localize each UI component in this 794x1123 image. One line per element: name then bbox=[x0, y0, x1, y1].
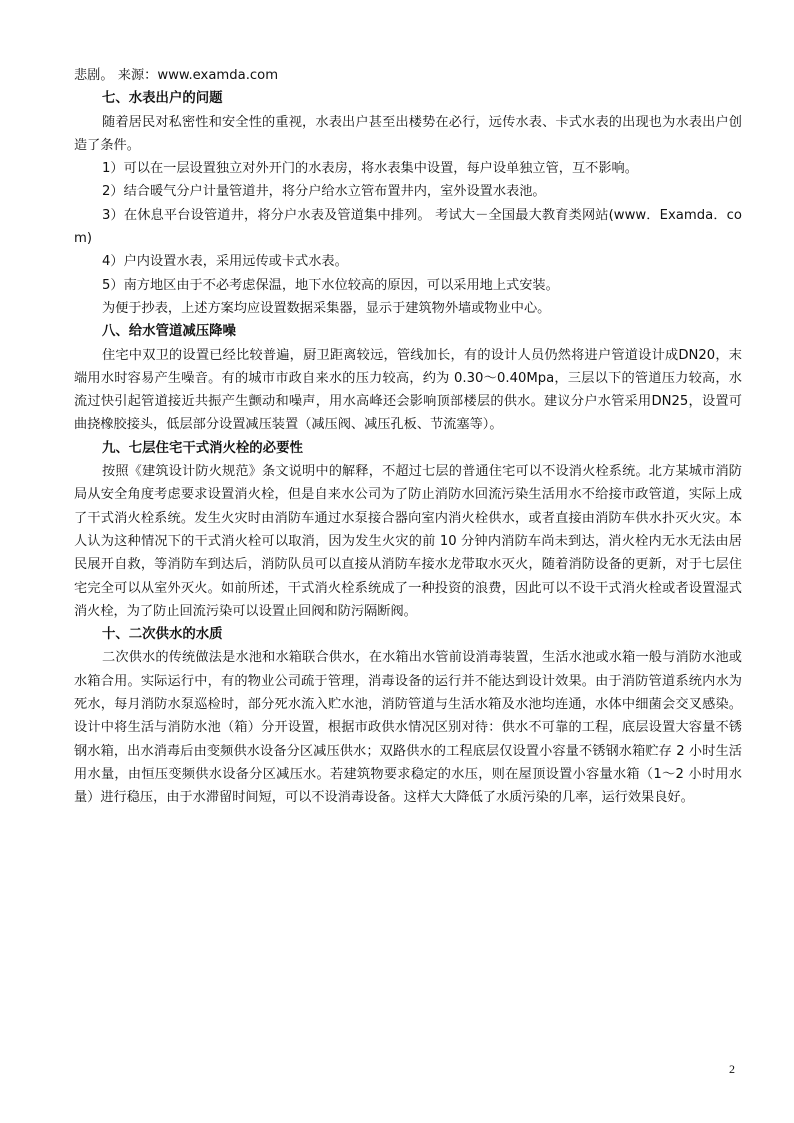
body-paragraph: 随着居民对私密性和安全性的重视，水表出户甚至出楼势在必行，远传水表、卡式水表的出现也为水表出户创造了条件。 bbox=[74, 114, 742, 153]
body-paragraph: 5）南方地区由于不必考虑保温，地下水位较高的原因，可以采用地上式安装。 bbox=[102, 277, 559, 293]
section-heading: 七、水表出户的问题 bbox=[102, 91, 223, 107]
section-heading: 十、二次供水的水质 bbox=[102, 627, 223, 643]
intro-line: 悲剧。 来源：www.examda.com bbox=[74, 68, 279, 83]
body-paragraph: 1）可以在一层设置独立对外开门的水表房，将水表集中设置，每户设单独立管，互不影响。 bbox=[102, 161, 638, 177]
body-paragraph: 二次供水的传统做法是水池和水箱联合供水，在水箱出水管前设消毒装置，生活水池或水箱一般与消防水池或水箱合用。实际运行中，有的物业公司疏于管理，消毒设备的运行并不能达到设计效果。由于消防管道系统内水为死水，每月消防水泵巡检时，部分死水流入贮水池，消防管道与生活水箱及水池均连通，水体中细菌会交叉感染。设计中将生活与消防水池（箱）分开设置，根据市政供水情况区别对待：供水不可靠的工程，底层设置大容量不锈钢水箱，出水消毒后由变频供水设备分区减压供水；双路供水的工程底层仅设置小容量不锈钢水箱贮存 2 小时生活用水量，由恒压变频供水设备分区减压水。若建筑物要求稳定的水压，则在屋顶设置小容量水箱（1～2 小时用水量）进行稳压，由于水滞留时间短，可以不设消毒设备。这样大大降低了水质污染的几率，运行效果良好。 bbox=[74, 650, 742, 806]
body-paragraph: 按照《建筑设计防火规范》条文说明中的解释，不超过七层的普通住宅可以不设消火栓系统。北方某城市消防局从安全角度考虑要求设置消火栓，但是自来水公司为了防止消防水回流污染生活用水不给接市政管道，实际上成了干式消火栓系统。发生火灾时由消防车通过水泵接合器向室内消火栓供水，或者直接由消防车供水扑灭火灾。本人认为这种情况下的干式消火栓可以取消，因为发生火灾的前 10 分钟内消防车尚未到达，消火栓内无水无法由居民展开自救，等消防车到达后，消防队员可以直接从消防车接水龙带取水灭火，随着消防设备的更新，对于七层住宅完全可以从室外灭火。如前所述，干式消火栓系统成了一种投资的浪费，因此可以不设干式消火栓或者设置湿式消火栓，为了防止回流污染可以设置止回阀和防污隔断阀。 bbox=[74, 464, 742, 619]
body-paragraph: 2）结合暖气分户计量管道井，将分户给水立管布置井内，室外设置水表池。 bbox=[102, 184, 546, 200]
body-paragraph: 4）户内设置水表，采用远传或卡式水表。 bbox=[102, 254, 348, 270]
sections-container bbox=[74, 87, 742, 809]
section-heading: 八、给水管道减压降噪 bbox=[102, 324, 236, 340]
page-number: 2 bbox=[729, 1062, 735, 1076]
body-paragraph: 为便于抄表，上述方案均应设置数据采集器，显示于建筑物外墙或物业中心。 bbox=[102, 300, 551, 316]
section-heading: 九、七层住宅干式消火栓的必要性 bbox=[102, 440, 303, 456]
document-body bbox=[74, 64, 742, 810]
body-paragraph: 住宅中双卫的设置已经比较普遍，厨卫距离较远，管线加长，有的设计人员仍然将进户管道设计成DN20，末端用水时容易产生噪音。有的城市市政自来水的压力较高，约为 0.30～0.40Mpa，三层以下的管道压力较高，水流过快引起管道接近共振产生颤动和噪声，用水高峰还会影响顶部楼层的供水。建议分户水管采用DN25，设置可曲挠橡胶接头，低层部分设置减压装置（减压阀、减压孔板、节流塞等）。 bbox=[74, 347, 742, 433]
body-paragraph: 3）在休息平台设管道井，将分户水表及管道集中排列。 考试大－全国最大教育类网站(www．Examda．com) bbox=[74, 207, 742, 247]
